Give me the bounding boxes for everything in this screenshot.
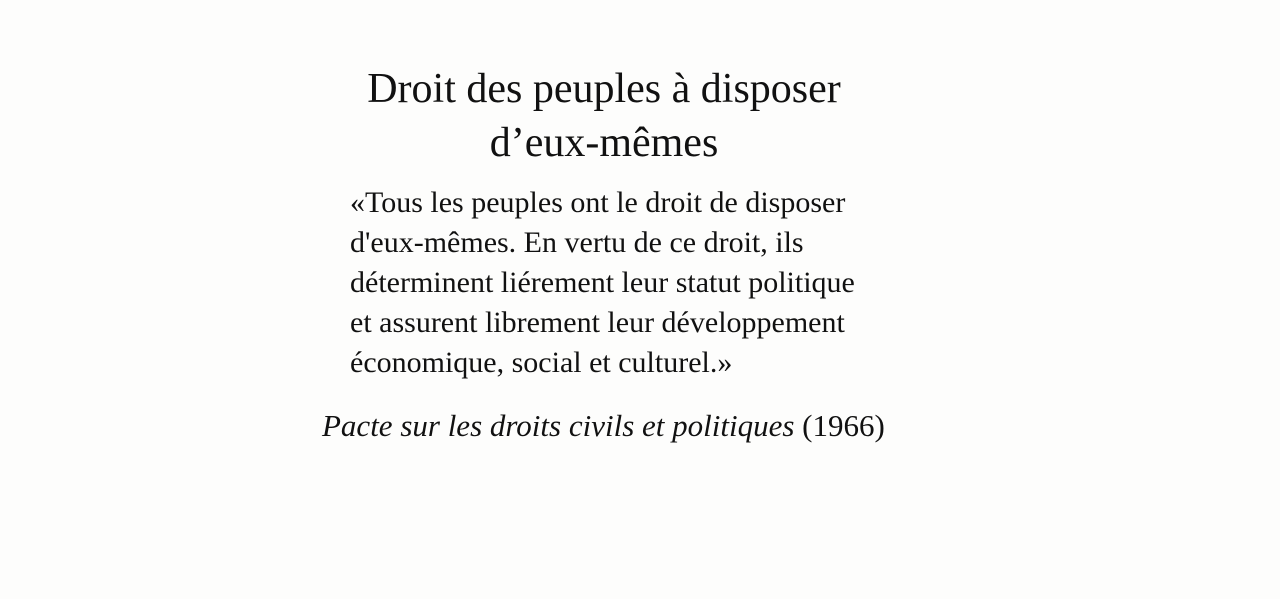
source-year: (1966) (802, 408, 885, 443)
quote-line: déterminent liérement leur statut politique (350, 266, 855, 299)
source-work-title: Pacte sur les droits civils et politiques (322, 408, 795, 443)
quote-block (350, 183, 970, 383)
page-title (0, 62, 1208, 170)
quote-line: d'eux-mêmes. En vertu de ce droit, ils (350, 226, 804, 259)
quote-source (322, 406, 1022, 446)
title-line-1: Droit des peuples à disposer (367, 66, 841, 112)
quote-line: économique, social et culturel.» (350, 346, 733, 379)
quote-line: «Tous les peuples ont le droit de disposer (350, 186, 846, 219)
title-line-2: d’eux-mêmes (489, 120, 719, 166)
quote-line: et assurent librement leur développement (350, 306, 845, 339)
